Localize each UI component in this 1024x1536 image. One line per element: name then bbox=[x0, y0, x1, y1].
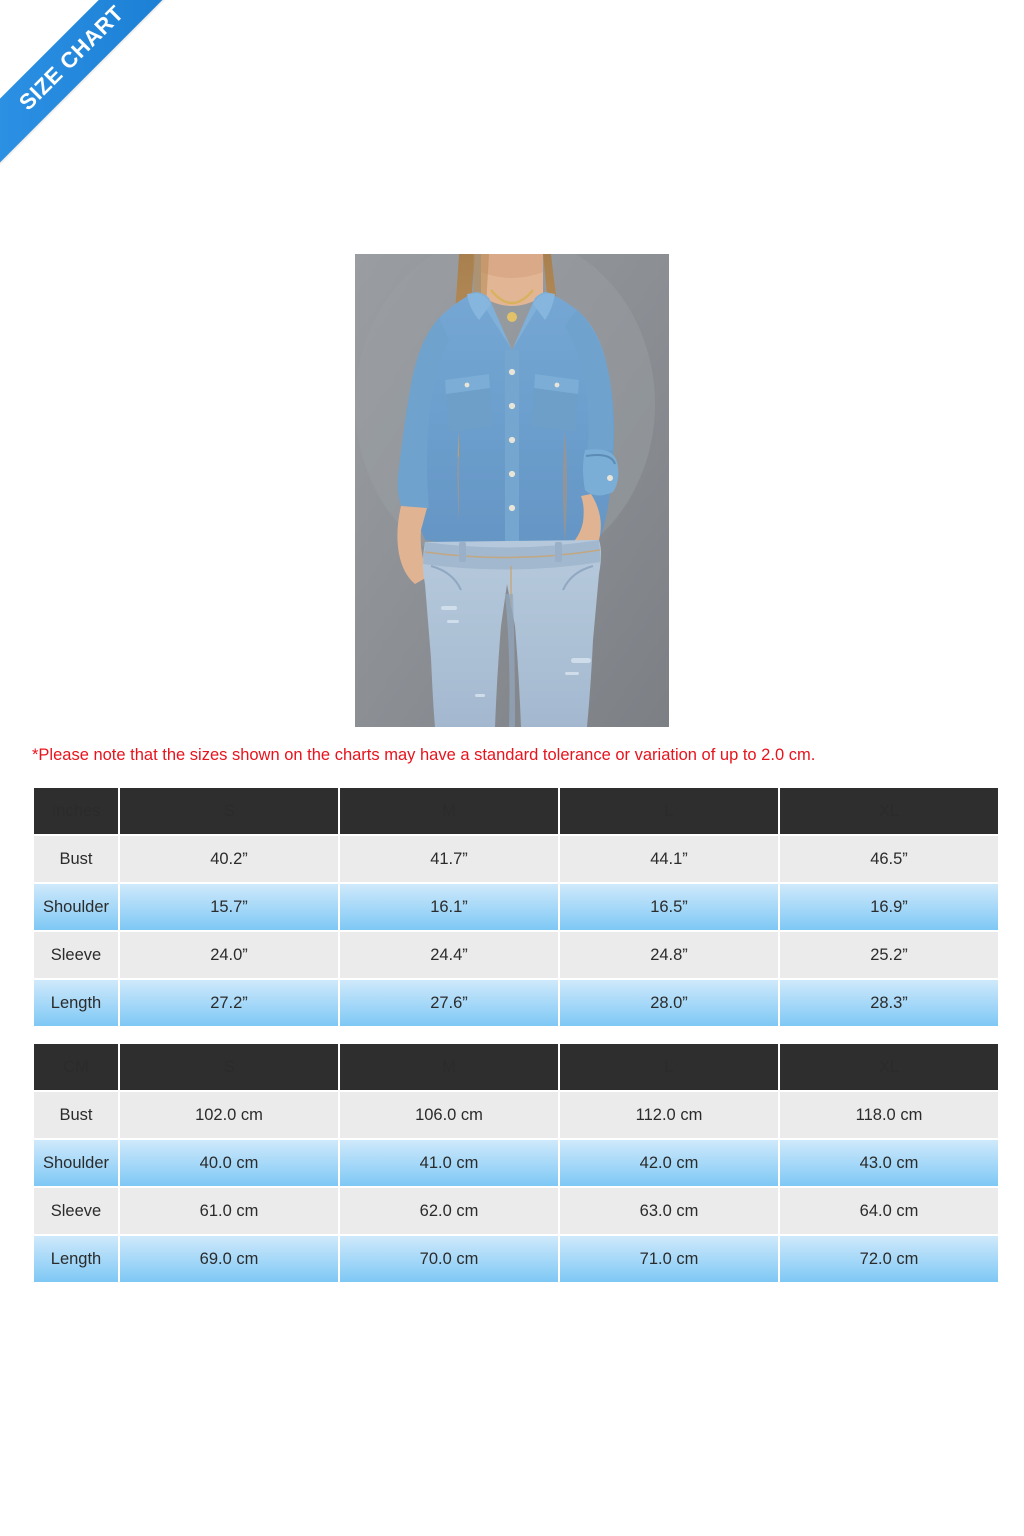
product-photo-illustration bbox=[355, 254, 669, 727]
cell-length-xl: 72.0 cm bbox=[780, 1236, 998, 1282]
table-row bbox=[34, 1140, 998, 1186]
cell-length-l: 71.0 cm bbox=[560, 1236, 778, 1282]
row-label-shoulder: Shoulder bbox=[34, 884, 118, 930]
cell-bust-l: 112.0 cm bbox=[560, 1092, 778, 1138]
product-photo bbox=[355, 254, 669, 727]
size-header-s: S bbox=[120, 1044, 338, 1090]
row-label-bust: Bust bbox=[34, 836, 118, 882]
cell-length-s: 69.0 cm bbox=[120, 1236, 338, 1282]
cell-bust-l: 44.1” bbox=[560, 836, 778, 882]
cell-shoulder-xl: 43.0 cm bbox=[780, 1140, 998, 1186]
table-header-row bbox=[34, 1044, 998, 1090]
cell-shoulder-s: 15.7” bbox=[120, 884, 338, 930]
table-row bbox=[34, 980, 998, 1026]
table-row bbox=[34, 932, 998, 978]
cell-shoulder-xl: 16.9” bbox=[780, 884, 998, 930]
cell-length-m: 27.6” bbox=[340, 980, 558, 1026]
cell-shoulder-m: 41.0 cm bbox=[340, 1140, 558, 1186]
table-row bbox=[34, 1236, 998, 1282]
cell-bust-xl: 118.0 cm bbox=[780, 1092, 998, 1138]
cell-sleeve-l: 63.0 cm bbox=[560, 1188, 778, 1234]
cell-shoulder-m: 16.1” bbox=[340, 884, 558, 930]
cell-bust-m: 106.0 cm bbox=[340, 1092, 558, 1138]
cell-shoulder-l: 16.5” bbox=[560, 884, 778, 930]
size-header-m: M bbox=[340, 788, 558, 834]
cell-length-s: 27.2” bbox=[120, 980, 338, 1026]
cell-bust-xl: 46.5” bbox=[780, 836, 998, 882]
table-row bbox=[34, 1188, 998, 1234]
cell-sleeve-xl: 64.0 cm bbox=[780, 1188, 998, 1234]
size-header-xl: XL bbox=[780, 788, 998, 834]
cell-sleeve-s: 24.0” bbox=[120, 932, 338, 978]
cell-length-xl: 28.3” bbox=[780, 980, 998, 1026]
cell-bust-s: 40.2” bbox=[120, 836, 338, 882]
cell-shoulder-l: 42.0 cm bbox=[560, 1140, 778, 1186]
tolerance-note: *Please note that the sizes shown on the charts may have a standard tolerance or variation of up to 2.0 cm. bbox=[32, 746, 816, 764]
cell-sleeve-s: 61.0 cm bbox=[120, 1188, 338, 1234]
cell-length-m: 70.0 cm bbox=[340, 1236, 558, 1282]
cell-bust-m: 41.7” bbox=[340, 836, 558, 882]
size-table-cm bbox=[32, 1042, 1000, 1284]
cell-length-l: 28.0” bbox=[560, 980, 778, 1026]
table-row bbox=[34, 884, 998, 930]
cell-sleeve-m: 24.4” bbox=[340, 932, 558, 978]
size-header-m: M bbox=[340, 1044, 558, 1090]
row-label-shoulder: Shoulder bbox=[34, 1140, 118, 1186]
table-header-row bbox=[34, 788, 998, 834]
table-row bbox=[34, 1092, 998, 1138]
unit-header-inches: Inches bbox=[34, 788, 118, 834]
cell-bust-s: 102.0 cm bbox=[120, 1092, 338, 1138]
row-label-length: Length bbox=[34, 980, 118, 1026]
cell-sleeve-xl: 25.2” bbox=[780, 932, 998, 978]
size-header-l: L bbox=[560, 1044, 778, 1090]
row-label-sleeve: Sleeve bbox=[34, 1188, 118, 1234]
size-chart-ribbon bbox=[0, 0, 200, 200]
row-label-sleeve: Sleeve bbox=[34, 932, 118, 978]
size-header-xl: XL bbox=[780, 1044, 998, 1090]
cell-sleeve-l: 24.8” bbox=[560, 932, 778, 978]
row-label-length: Length bbox=[34, 1236, 118, 1282]
table-row bbox=[34, 836, 998, 882]
ribbon-label: SIZE CHART bbox=[0, 0, 180, 166]
unit-header-cm: CM bbox=[34, 1044, 118, 1090]
cell-shoulder-s: 40.0 cm bbox=[120, 1140, 338, 1186]
size-header-s: S bbox=[120, 788, 338, 834]
cell-sleeve-m: 62.0 cm bbox=[340, 1188, 558, 1234]
size-header-l: L bbox=[560, 788, 778, 834]
row-label-bust: Bust bbox=[34, 1092, 118, 1138]
size-table-inches bbox=[32, 786, 1000, 1028]
